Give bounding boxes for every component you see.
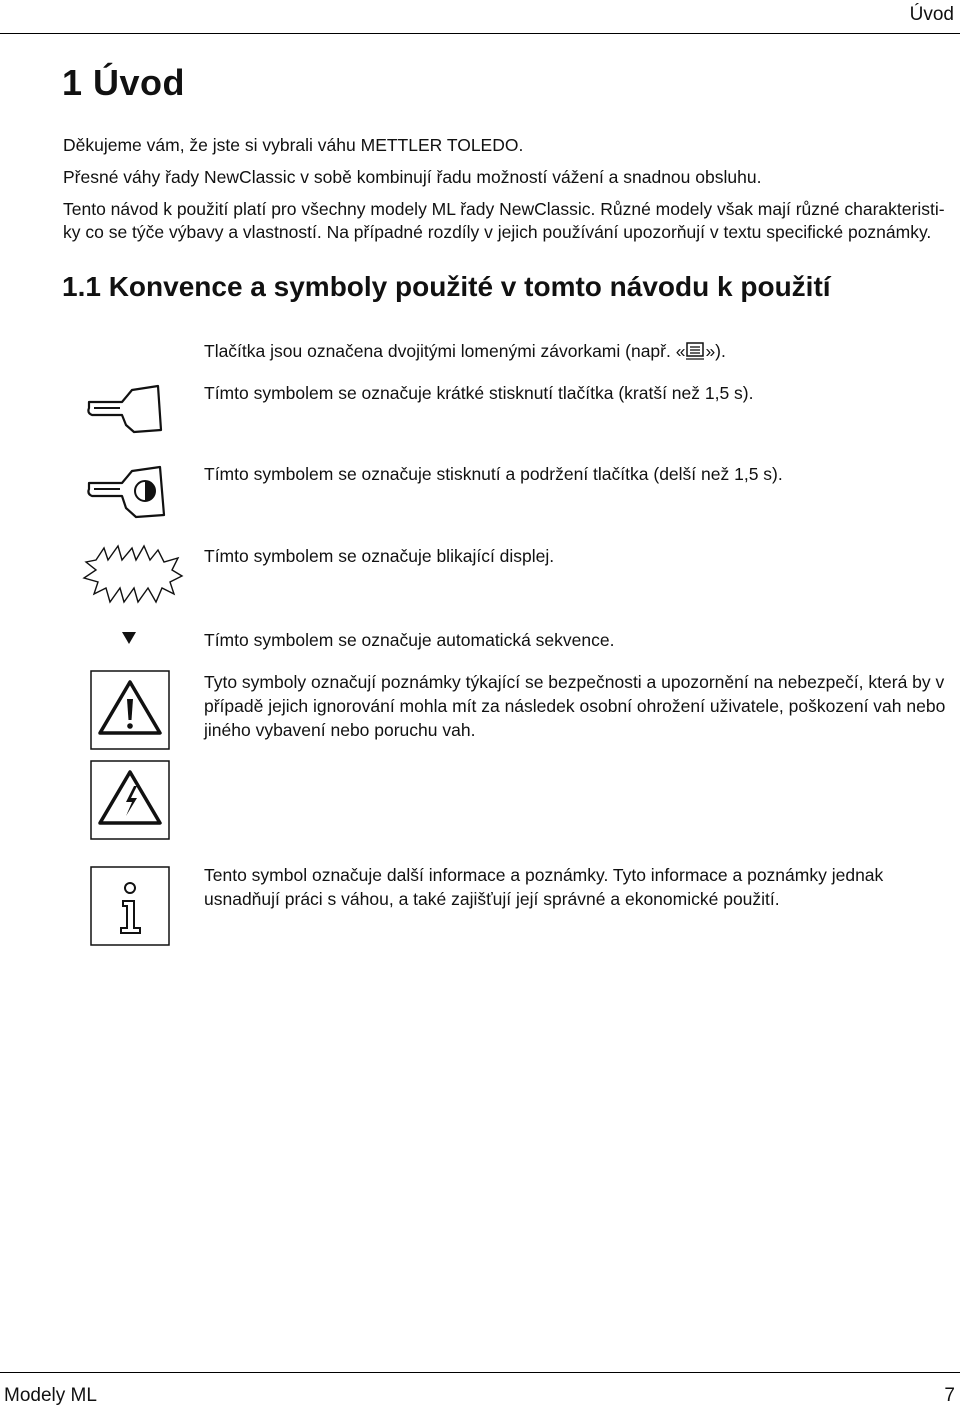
intro-line: Přesné váhy řady NewClassic v sobě kombinují řadu možností vážení a snadnou obsluhu. bbox=[63, 167, 762, 187]
triangle-down-icon bbox=[121, 631, 137, 645]
chapter-title: 1 Úvod bbox=[62, 62, 186, 103]
keys-text-before: Tlačítka jsou označena dvojitými lomenými závorkami (např. « bbox=[204, 341, 686, 361]
safety-line: Tyto symboly označují poznámky týkající se bezpečnosti a upozornění na nebezpečí, která by v bbox=[204, 672, 945, 692]
intro-line: ky co se týče výbavy a vlastností. Na případné rozdíly v jejich používání upozorňují v textu specifické poznámky. bbox=[63, 222, 932, 242]
intro-paragraph bbox=[63, 134, 958, 244]
info-icon bbox=[90, 866, 170, 946]
section-title: 1.1 Konvence a symboly použité v tomto návodu k použití bbox=[62, 271, 831, 302]
warning-icon bbox=[90, 670, 170, 750]
key-icon bbox=[685, 342, 705, 360]
safety-line: případě jejich ignorování mohla mít za následek osobní ohrožení uživatele, poškození vah nebo bbox=[204, 696, 946, 716]
keys-convention-text bbox=[204, 339, 956, 363]
long-press-text: Tímto symbolem se označuje stisknutí a podržení tlačítka (delší než 1,5 s). bbox=[204, 464, 783, 484]
safety-note-text bbox=[204, 670, 956, 742]
short-press-text: Tímto symbolem se označuje krátké stisknutí tlačítka (kratší než 1,5 s). bbox=[204, 383, 754, 403]
footer-rule bbox=[0, 1372, 960, 1373]
electrical-hazard-icon bbox=[90, 760, 170, 840]
footer-model-label: Modely ML bbox=[4, 1385, 97, 1406]
blinking-display-icon bbox=[80, 540, 188, 608]
header-rule bbox=[0, 33, 960, 34]
info-line: Tento symbol označuje další informace a poznámky. Tyto informace a poznámky jednak bbox=[204, 865, 884, 885]
safety-line: jiného vybavení nebo poruchu vah. bbox=[204, 720, 476, 740]
short-press-hand-icon bbox=[84, 380, 164, 440]
auto-sequence-text: Tímto symbolem se označuje automatická sekvence. bbox=[204, 630, 615, 650]
intro-line: Děkujeme vám, že jste si vybrali váhu METTLER TOLEDO. bbox=[63, 135, 524, 155]
page-number: 7 bbox=[944, 1385, 955, 1406]
info-note-text bbox=[204, 863, 956, 911]
info-line: usnadňují práci s váhou, a také zajišťují její správné a ekonomické použití. bbox=[204, 889, 780, 909]
long-press-hand-icon bbox=[84, 463, 174, 525]
blinking-text: Tímto symbolem se označuje blikající displej. bbox=[204, 546, 555, 566]
intro-line: Tento návod k použití platí pro všechny modely ML řady NewClassic. Různé modely však mají různé charakteristi- bbox=[63, 199, 945, 219]
header-section-label: Úvod bbox=[909, 4, 954, 25]
keys-text-after: »). bbox=[705, 341, 726, 361]
